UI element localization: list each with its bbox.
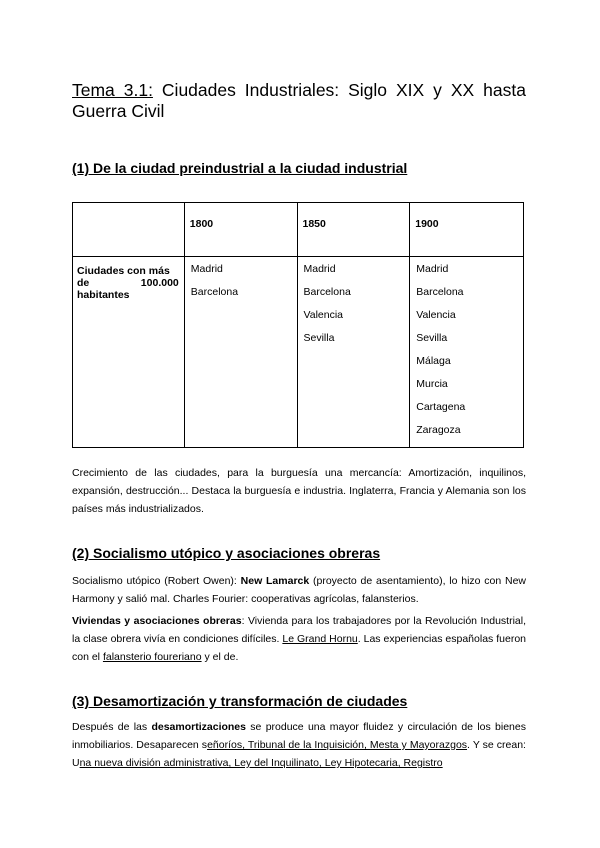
year-header: 1800 — [184, 203, 297, 257]
list-item: Madrid — [190, 263, 223, 275]
bold-term: New Lamarck — [240, 575, 310, 587]
underlined-term: Le Grand Hornu — [282, 633, 358, 645]
text-run: y el de. — [201, 651, 239, 663]
row-label-line — [77, 277, 179, 289]
text-run: (proyecto de asentamiento), lo hizo con New Harmony y salió mal. Charles Fourier: cooperativas agrícolas, falansterios. — [72, 575, 526, 605]
table-header-row — [73, 203, 524, 257]
text-run: Después de las — [72, 721, 152, 733]
section-1-paragraph: Crecimiento de las ciudades, para la burguesía una mercancía: Amortización, inquilinos, expansión, destrucción... Destaca la burguesía e industria. Inglaterra, Francia y Alemania son los países más industrializados. — [72, 467, 526, 515]
cities-1800-cell — [184, 257, 297, 448]
cities-1850-cell — [297, 257, 410, 448]
list-item: Barcelona — [303, 286, 351, 298]
list-item: Cartagena — [416, 401, 466, 413]
list-item: Sevilla — [416, 332, 448, 344]
underlined-term: falansterio foureriano — [102, 651, 202, 663]
title-text-line2: Guerra Civil — [72, 101, 165, 121]
list-item: Barcelona — [190, 286, 239, 298]
cities-1900-cell — [410, 257, 524, 448]
row-label-number: 100.000 — [140, 277, 179, 289]
table-header-empty — [73, 203, 185, 257]
row-label-line: Ciudades con más — [77, 265, 170, 277]
list-item: Murcia — [416, 378, 448, 390]
list-item: Valencia — [303, 309, 343, 321]
row-label — [73, 257, 185, 448]
city-list — [298, 257, 410, 355]
list-item: Málaga — [416, 355, 451, 367]
text-run: . Y se crean: U — [72, 739, 526, 769]
page-title — [72, 80, 526, 122]
underlined-term: na nueva división administrativa, Ley del Inquilinato, Ley Hipotecaria, Registro — [79, 757, 443, 769]
list-item: Madrid — [416, 263, 449, 275]
workers-housing-paragraph — [72, 612, 526, 666]
list-item: Valencia — [416, 309, 456, 321]
text-run: Socialismo utópico (Robert Owen): — [72, 575, 241, 587]
title-topic-number: Tema 3.1: — [72, 80, 153, 100]
list-item: Sevilla — [303, 332, 335, 344]
city-list — [185, 257, 297, 309]
section-2-heading: (2) Socialismo utópico y asociaciones obreras — [72, 545, 381, 561]
list-item: Barcelona — [416, 286, 464, 298]
bold-term: Viviendas y asociaciones obreras — [72, 615, 242, 627]
list-item: Zaragoza — [416, 424, 461, 436]
section-3-heading: (3) Desamortización y transformación de ciudades — [72, 693, 408, 709]
underlined-term: eñoríos, Tribunal de la Inquisición, Mesta y Mayorazgos — [207, 739, 468, 751]
row-label-line: habitantes — [77, 289, 130, 301]
disentailment-paragraph — [72, 718, 526, 772]
text-run: : Vivienda para los trabajadores por la Revolución Industrial, la clase obrera vivía en condiciones difíciles. — [72, 615, 527, 645]
title-text: Ciudades Industriales: Siglo XIX y XX hasta — [152, 80, 526, 100]
cities-table — [72, 202, 524, 448]
section-1-heading: (1) De la ciudad preindustrial a la ciudad industrial — [72, 160, 408, 176]
utopian-socialism-paragraph — [72, 572, 526, 608]
table-row — [73, 257, 524, 448]
row-label-word: de — [77, 277, 90, 289]
bold-term: desamortizaciones — [151, 721, 246, 733]
city-list — [410, 257, 523, 447]
list-item: Madrid — [303, 263, 336, 275]
text-run: se produce una mayor fluidez y circulación de los bienes inmobiliarios. Desaparecen s — [72, 721, 526, 751]
year-header: 1850 — [297, 203, 410, 257]
text-run: . Las experiencias españolas fueron con el — [72, 633, 527, 663]
year-header: 1900 — [410, 203, 524, 257]
